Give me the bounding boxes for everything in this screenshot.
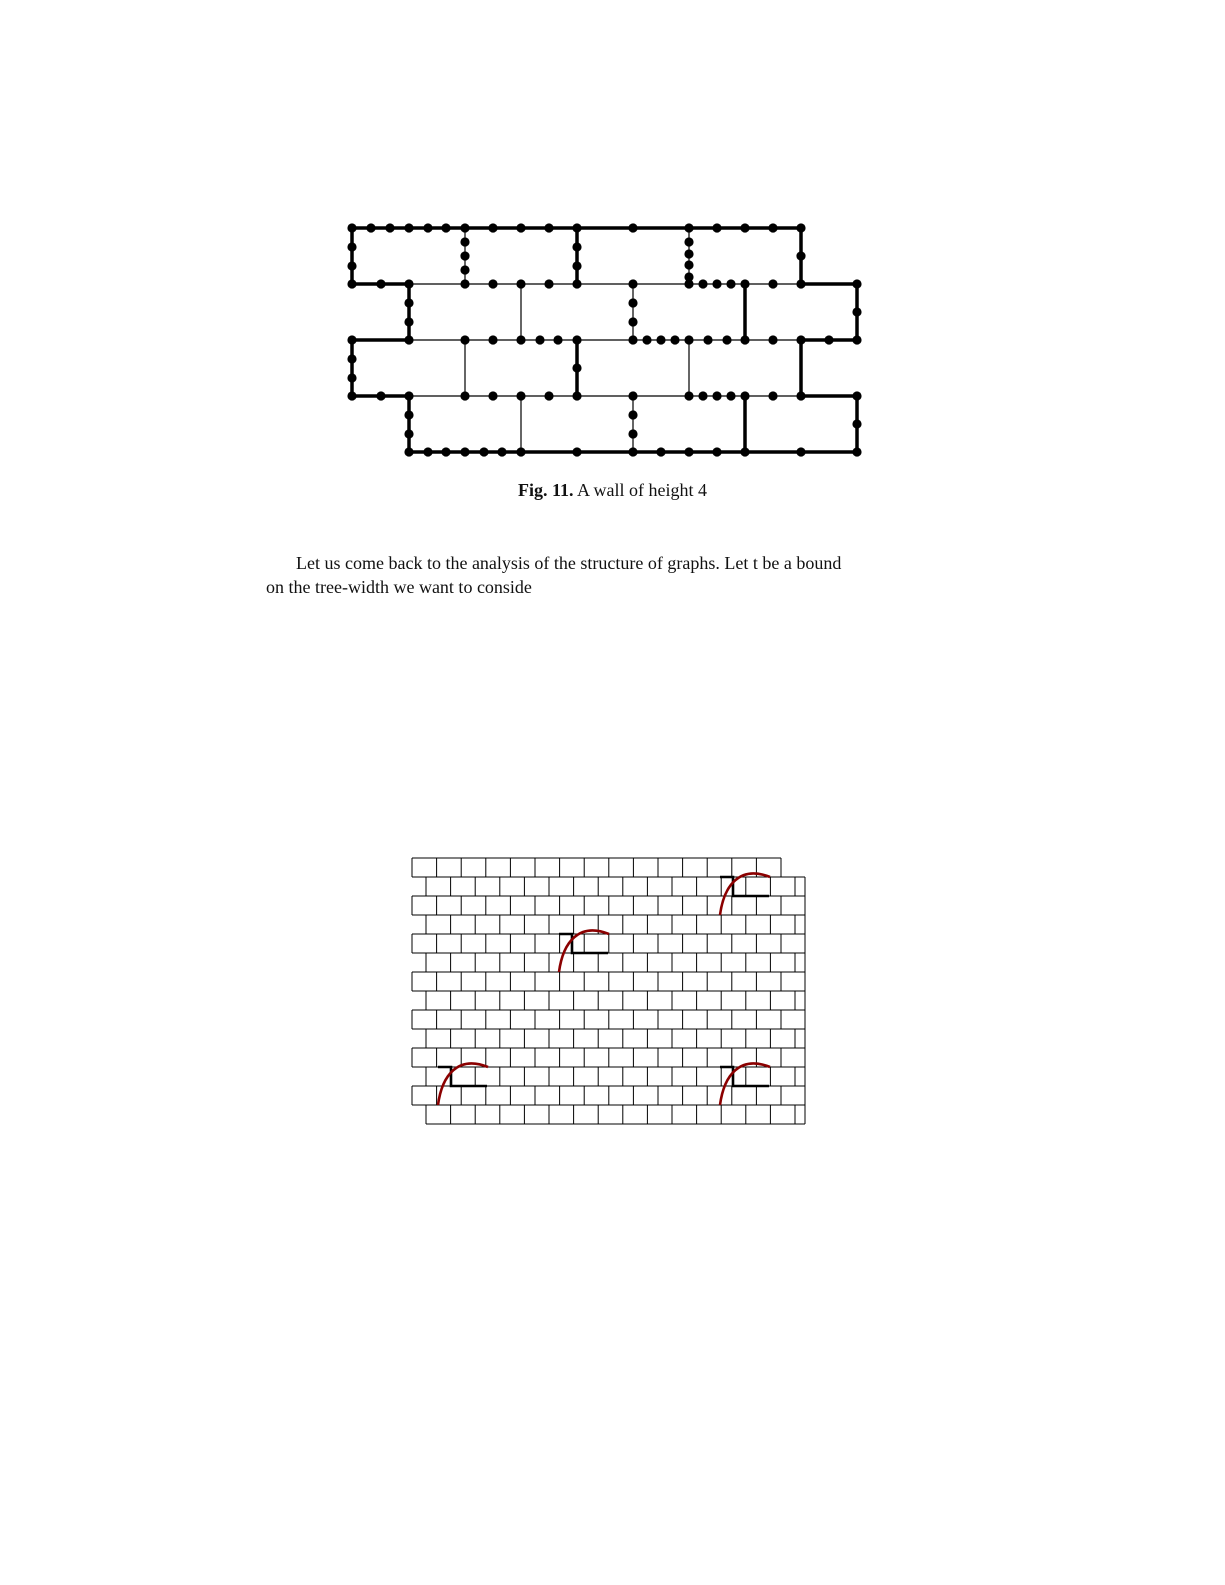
red-curve [720, 1063, 770, 1105]
wall-vertex [572, 363, 581, 372]
red-curve [438, 1063, 488, 1105]
wall-vertex [404, 447, 413, 456]
wall-vertex [628, 223, 637, 232]
wall-vertex [796, 391, 805, 400]
wall-vertex [712, 223, 721, 232]
wall-vertex [366, 223, 375, 232]
paragraph-line-2: on the tree-width we want to conside [266, 577, 532, 597]
wall-vertex [852, 419, 861, 428]
wall-vertex [628, 317, 637, 326]
wall-vertex [544, 279, 553, 288]
wall-vertex [684, 237, 693, 246]
wall-vertex [385, 223, 394, 232]
wall-vertex [572, 447, 581, 456]
wall-vertex [726, 279, 735, 288]
wall-vertex [656, 447, 665, 456]
wall-vertex [656, 335, 665, 344]
wall-vertex [796, 447, 805, 456]
wall-vertex [516, 391, 525, 400]
wall-vertex [628, 298, 637, 307]
wall-vertex [722, 335, 731, 344]
wall-vertex [852, 279, 861, 288]
wall-vertex [404, 298, 413, 307]
wall-vertex [376, 279, 385, 288]
wall-vertex [376, 391, 385, 400]
wall-vertex [740, 223, 749, 232]
wall-vertex [404, 429, 413, 438]
wall-vertex [516, 223, 525, 232]
wall-vertex [703, 335, 712, 344]
wall-vertex [684, 260, 693, 269]
wall-vertex [423, 223, 432, 232]
highlighted-path [720, 1067, 769, 1086]
highlighted-path [720, 877, 769, 896]
wall-vertex [684, 223, 693, 232]
wall-vertex [740, 335, 749, 344]
wall-vertex [740, 391, 749, 400]
wall-vertex [544, 223, 553, 232]
wall-vertex [768, 223, 777, 232]
wall-vertex [698, 279, 707, 288]
wall-vertex [347, 223, 356, 232]
wall-vertex [796, 279, 805, 288]
wall-vertex [572, 223, 581, 232]
wall-vertex [628, 391, 637, 400]
wall-vertex [488, 391, 497, 400]
wall-vertex [497, 447, 506, 456]
wall-vertex [824, 335, 833, 344]
wall-vertex [535, 335, 544, 344]
wall-vertex [768, 391, 777, 400]
wall-vertex [460, 251, 469, 260]
wall-vertex [516, 447, 525, 456]
wall-vertex [404, 410, 413, 419]
wall-graph-figure [0, 0, 1225, 480]
wall-vertex [796, 251, 805, 260]
wall-vertex [628, 335, 637, 344]
highlighted-path [438, 1067, 487, 1086]
wall-vertex [488, 335, 497, 344]
wall-vertex [628, 447, 637, 456]
paragraph-line-1: Let us come back to the analysis of the structure of graphs. Let t be a bound [296, 553, 842, 573]
wall-vertex [740, 447, 749, 456]
wall-vertex [684, 391, 693, 400]
wall-vertex [712, 279, 721, 288]
wall-vertex [460, 447, 469, 456]
wall-vertex [572, 335, 581, 344]
wall-vertex [479, 447, 488, 456]
wall-vertex [347, 261, 356, 270]
wall-vertex [684, 335, 693, 344]
wall-vertex [347, 335, 356, 344]
wall-vertex [516, 279, 525, 288]
wall-vertex [572, 279, 581, 288]
wall-vertex [404, 317, 413, 326]
red-curve [720, 873, 770, 915]
wall-vertex [628, 429, 637, 438]
wall-vertex [488, 279, 497, 288]
wall-vertex [544, 391, 553, 400]
wall-vertex [404, 391, 413, 400]
figure-label: Fig. 11. [517, 480, 574, 500]
wall-vertex [796, 223, 805, 232]
wall-vertex [553, 335, 562, 344]
wall-vertex [684, 279, 693, 288]
wall-vertex [441, 223, 450, 232]
wall-vertex [852, 447, 861, 456]
wall-vertex [670, 335, 679, 344]
wall-vertex [347, 373, 356, 382]
wall-vertex [572, 261, 581, 270]
wall-vertex [628, 410, 637, 419]
wall-vertex [628, 279, 637, 288]
wall-vertex [460, 335, 469, 344]
wall-vertex [712, 391, 721, 400]
wall-vertex [488, 223, 497, 232]
wall-vertex [740, 279, 749, 288]
wall-vertex [852, 391, 861, 400]
figure-caption-text: A wall of height 4 [577, 480, 707, 500]
wall-vertex [347, 279, 356, 288]
wall-vertex [460, 279, 469, 288]
wall-vertex [852, 307, 861, 316]
wall-vertex [460, 391, 469, 400]
wall-vertex [698, 391, 707, 400]
wall-vertex [712, 447, 721, 456]
highlighted-path [559, 934, 608, 953]
wall-vertex [404, 223, 413, 232]
wall-vertex [684, 447, 693, 456]
wall-vertex [642, 335, 651, 344]
wall-vertex [404, 279, 413, 288]
wall-vertex [460, 223, 469, 232]
wall-vertex [572, 391, 581, 400]
wall-vertex [684, 249, 693, 258]
wall-vertex [347, 391, 356, 400]
wall-vertex [572, 242, 581, 251]
wall-vertex [404, 335, 413, 344]
wall-vertex [347, 242, 356, 251]
wall-vertex [347, 354, 356, 363]
figure-caption [0, 480, 1225, 501]
wall-vertex [726, 391, 735, 400]
wall-vertex [423, 447, 432, 456]
wall-vertex [460, 237, 469, 246]
wall-vertex [852, 335, 861, 344]
red-curve [559, 930, 609, 972]
wall-vertex [441, 447, 450, 456]
wall-vertex [460, 265, 469, 274]
wall-vertex [796, 335, 805, 344]
wall-vertex [768, 335, 777, 344]
wall-vertex [516, 335, 525, 344]
wall-vertex [768, 279, 777, 288]
